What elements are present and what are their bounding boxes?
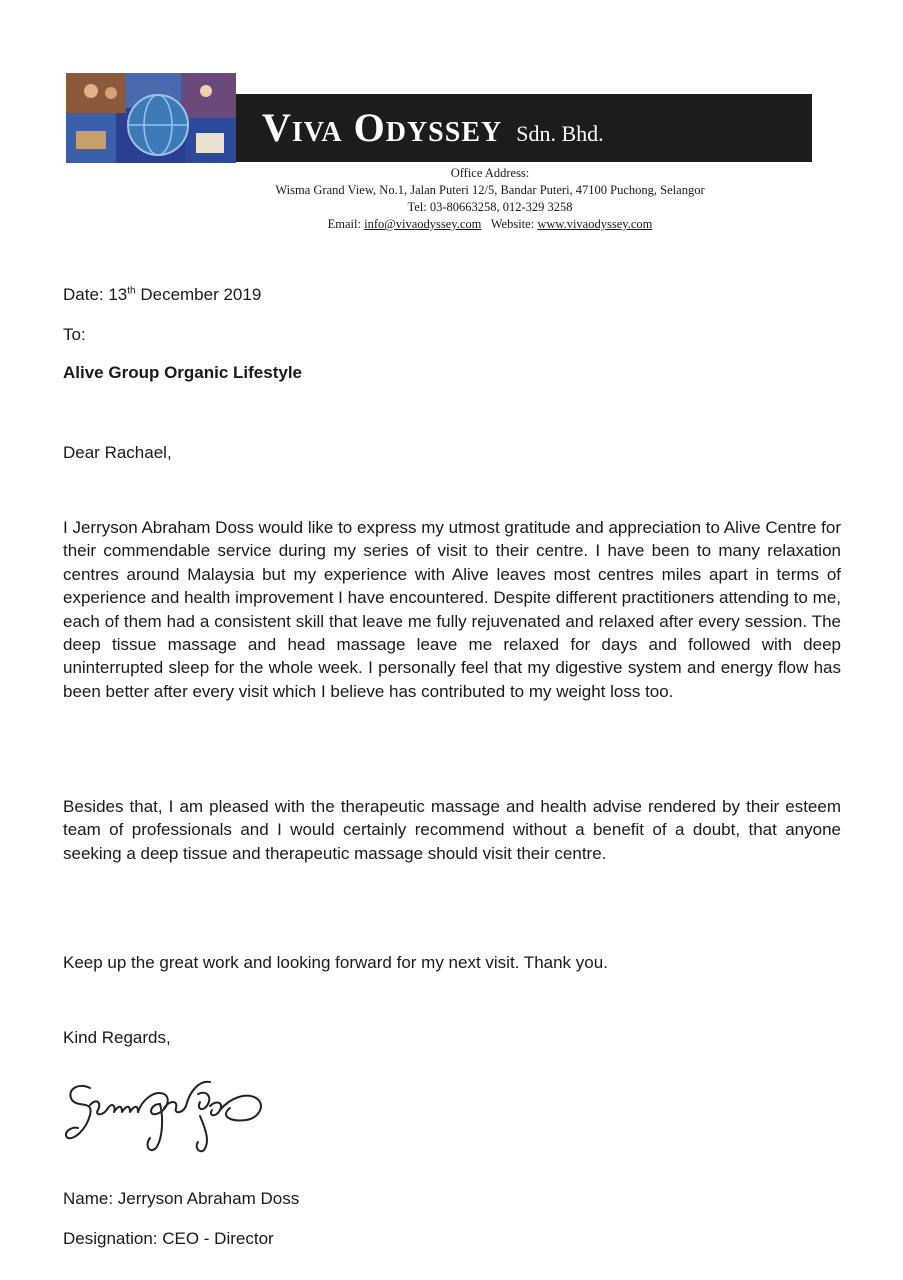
email-link[interactable]: info@vivaodyssey.com [364, 217, 482, 231]
office-address-label: Office Address: [450, 166, 530, 180]
body-paragraph-1: I Jerryson Abraham Doss would like to express my utmost gratitude and appreciation to Alive Centre for their commendable service during my series of visit to their centre. I have been to many relaxation centres around Malaysia but my experience with Alive leaves most centres miles apart in terms of experience and health improvement I have encountered. Despite different practitioners attending to me, each of them had a consistent skill that leave me fully rejuvenated and relaxed after every session. The deep tissue massage and head massage leave me relaxed for days and followed with deep uninterrupted sleep for the whole week. I personally feel that my digestive system and energy flow has been better after every visit which I believe has contributed to my weight loss too. [63, 518, 841, 701]
handwritten-signature [60, 1060, 270, 1160]
letter-date: Date: 13th December 2019 [63, 285, 262, 304]
company-suffix: Sdn. Bhd. [516, 121, 604, 146]
company-logo-collage [66, 73, 236, 163]
salutation: Dear Rachael, [63, 443, 172, 462]
recipient-name: Alive Group Organic Lifestyle [63, 363, 303, 382]
contact-line [120, 216, 860, 233]
body-paragraph-2: Besides that, I am pleased with the therapeutic massage and health advise rendered by their esteem team of professionals and I would certainly recommend without a benefit of a doubt, that anyone seeking a deep tissue and therapeutic massage should visit their centre. [63, 797, 841, 863]
office-address: Wisma Grand View, No.1, Jalan Puteri 12/5, Bandar Puteri, 47100 Puchong, Selangor [275, 183, 705, 197]
company-name-banner [236, 94, 812, 162]
company-name: Viva Odyssey [262, 105, 503, 150]
email-label: Email: [327, 217, 361, 231]
signatory-name: Name: Jerryson Abraham Doss [63, 1189, 300, 1208]
website-link[interactable]: www.vivaodyssey.com [537, 217, 653, 231]
to-label: To: [63, 325, 86, 344]
website-label: Website: [490, 217, 535, 231]
signatory-designation: Designation: CEO - Director [63, 1229, 274, 1248]
sign-off: Kind Regards, [63, 1028, 171, 1047]
office-telephone: Tel: 03-80663258, 012-329 3258 [407, 200, 573, 214]
closing-line: Keep up the great work and looking forward for my next visit. Thank you. [63, 953, 608, 972]
